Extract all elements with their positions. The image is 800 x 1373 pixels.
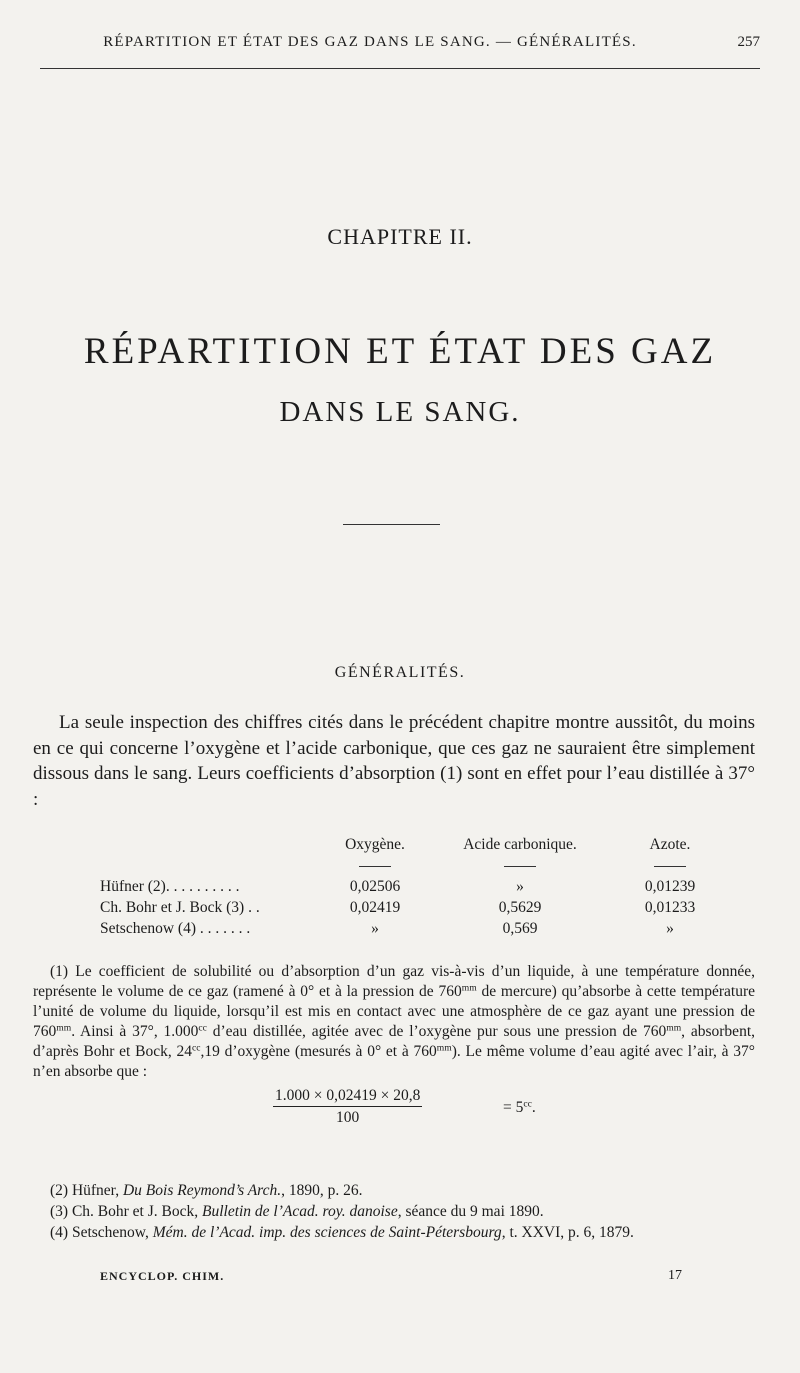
row-oxygen: 0,02506 (349, 878, 401, 895)
chapter-title-line1: RÉPARTITION ET ÉTAT DES GAZ (83, 331, 717, 372)
references (33, 1181, 755, 1244)
row-name: Setschenow (4) . . . . . . . (100, 920, 251, 937)
formula-denominator: 100 (336, 1109, 360, 1126)
header-rule (40, 68, 760, 69)
chapter-title-line2: DANS LE SANG. (279, 396, 521, 428)
body-paragraph-block (33, 710, 755, 812)
row-oxygen: 0,02419 (349, 899, 401, 916)
footnote-1: (1) Le coefficient de solubilité ou d’absorption d’un gaz vis-à-vis d’un liquide, à une température donnée, représente le volume de ce gaz (ramené à 0° et à la pression de $760^{mm}$ de mercure) qu’absorbe à cette température l’unité de volume du liquide, lorsqu’il est mis en contact avec une atmosphère de ce gaz ayant une pression de $760^{mm}$. Ainsi à 37°, 1.000$^{cc}$ d’eau distillée, agitée avec de l’oxygène pur sous une pression de $760^{mm}$, absorbent, d’après Bohr et Bock, $24^{cc},19$ d’oxygène (mesurés à 0° et à $760^{mm}$). Le même volume d’eau agité avec l’air, à 37° n’en absorbe que : (33, 963, 755, 1080)
header-co2: Acide carbonique. (463, 836, 577, 853)
dash (625, 857, 715, 875)
body-paragraph: La seule inspection des chiffres cités dans le précédent chapitre montre aussitôt, du moins en ce qui concerne l’oxygène et l’acide carbonique, que ces gaz ne sauraient être simplement dissous dans le sang. Leurs coefficients d’absorption (1) sont en effet pour l’eau distillée à 37° : (33, 712, 755, 810)
formula-result: = $5^{cc}$. (503, 1098, 536, 1116)
header-oxygen: Oxygène. (345, 836, 405, 853)
table-row (100, 878, 740, 899)
dash (435, 857, 605, 875)
reference-3: (3) Ch. Bohr et J. Bock, Bulletin de l’Acad. roy. danoise, séance du 9 mai 1890. (50, 1203, 544, 1220)
row-name: Ch. Bohr et J. Bock (3) . . (100, 899, 260, 916)
formula-numerator: 1.000 × 0,02419 × 20,8 (273, 1086, 422, 1107)
header-azote: Azote. (649, 836, 691, 853)
reference-4: (4) Setschenow, Mém. de l’Acad. imp. des sciences de Saint-Pétersbourg, t. XXVI, p. 6, 1879. (50, 1224, 634, 1241)
formula-fraction (273, 1086, 422, 1128)
row-azote: » (666, 920, 674, 937)
dash (330, 857, 420, 875)
table-header-row (100, 836, 740, 857)
footnote-block (33, 962, 755, 1142)
row-oxygen: » (371, 920, 379, 937)
footer-signature: ENCYCLOP. CHIM. (100, 1269, 225, 1283)
running-title: RÉPARTITION ET ÉTAT DES GAZ DANS LE SANG. — GÉNÉRALITÉS. (103, 34, 637, 50)
formula (33, 1086, 755, 1136)
running-header (40, 32, 760, 56)
absorption-table (100, 836, 740, 941)
chapter-heading: CHAPITRE II. (327, 224, 473, 249)
reference-2: (2) Hüfner, Du Bois Reymond’s Arch., 1890, p. 26. (50, 1182, 363, 1199)
row-co2: 0,5629 (498, 899, 542, 916)
row-co2: » (516, 878, 524, 895)
table-row (100, 920, 740, 941)
table-row (100, 899, 740, 920)
title-divider (343, 524, 440, 525)
table-dash-row (100, 857, 740, 878)
row-azote: 0,01233 (644, 899, 696, 916)
row-azote: 0,01239 (644, 878, 696, 895)
footer-signature-number: 17 (668, 1268, 682, 1283)
page-number: 257 (737, 34, 760, 50)
section-heading: GÉNÉRALITÉS. (334, 664, 466, 681)
row-name: Hüfner (2). . . . . . . . . . (100, 878, 240, 895)
row-co2: 0,569 (502, 920, 538, 937)
